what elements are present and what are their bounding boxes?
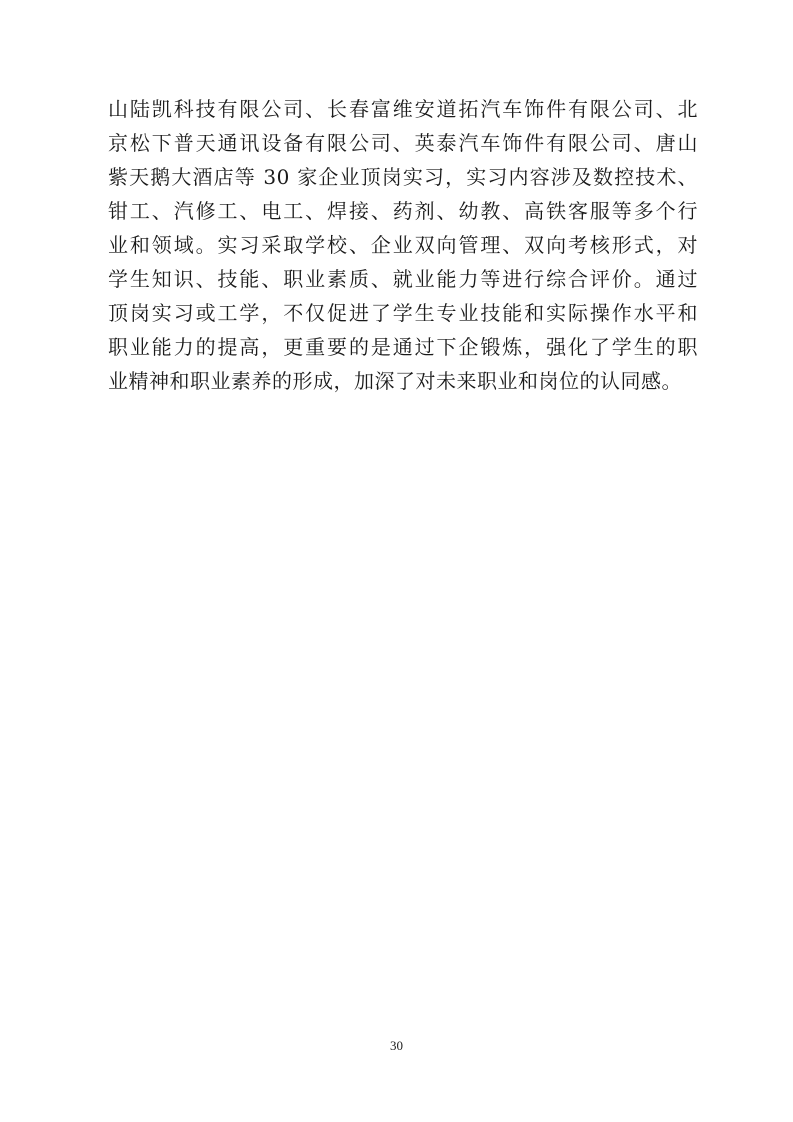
paragraph-line: 职业能力的提高，更重要的是通过下企锻炼，强化了学生的职: [108, 335, 698, 359]
paragraph-line: 顶岗实习或工学，不仅促进了学生专业技能和实际操作水平和: [108, 301, 698, 325]
paragraph-line: 学生知识、技能、职业素质、就业能力等进行综合评价。通过: [108, 267, 698, 291]
paragraph-line: 业精神和职业素养的形成，加深了对未来职业和岗位的认同感。: [108, 369, 682, 393]
paragraph-line: 钳工、汽修工、电工、焊接、药剂、幼教、高铁客服等多个行: [108, 199, 698, 223]
paragraph-line: 业和领域。实习采取学校、企业双向管理、双向考核形式，对: [108, 233, 698, 257]
body-paragraph: [108, 92, 698, 398]
paragraph-line: 山陆凯科技有限公司、长春富维安道拓汽车饰件有限公司、北: [108, 97, 698, 121]
page-number: 30: [390, 1038, 403, 1053]
paragraph-line: 京松下普天通讯设备有限公司、英泰汽车饰件有限公司、唐山: [108, 131, 698, 155]
paragraph-line: 紫天鹅大酒店等 30 家企业顶岗实习，实习内容涉及数控技术、: [108, 165, 698, 189]
